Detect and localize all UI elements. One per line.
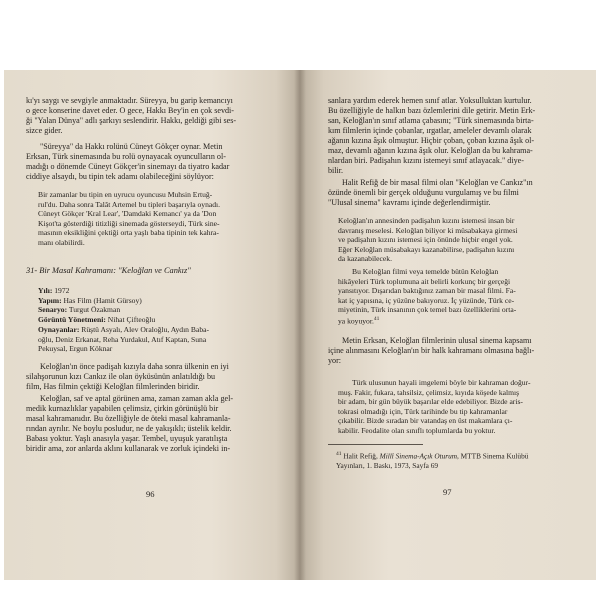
quote-line: bir adam, bir gün büyük başarılar elde edebiliyor. Bizde aris- xyxy=(338,397,523,407)
credit-value: Turgut Özakman xyxy=(67,305,121,315)
credit-line: oğlu, Deniz Erkanat, Reha Yurdakul, Atıf Kaptan, Suna xyxy=(38,334,207,344)
quote-line: Keloğlan'ın annesinden padişahın kızını istemesi insan bir xyxy=(338,216,515,225)
credit-value: 1972 xyxy=(52,286,70,295)
text-line: kım filmlerin içinde çobanlar, ırgatlar, ameleler devamlı olarak xyxy=(328,126,532,136)
text-line: Bu özelliğiyle de halkın bazı özlemlerini dile getirir. Metin Erk- xyxy=(328,106,536,116)
text-line: sizce gider. xyxy=(26,126,63,136)
credit-line xyxy=(38,286,278,296)
quote-line: rul'du. Daha sonra Talât Artemel bu tipleri başarıyla oynadı. xyxy=(38,199,221,209)
text-line: madığı o dönemde Cüneyt Gökçer'in sinemayı da tiyatro kadar xyxy=(26,162,230,172)
quote-line: Cüneyt Gökçer 'Kral Lear', 'Damdaki Kemancı' ya da 'Don xyxy=(38,209,217,219)
text-line: Erksan, Türk sinemasında bu rolü oynayacak oyunculların ol- xyxy=(26,152,226,162)
credit-line: Pekuysal, Ergun Köknar xyxy=(38,344,113,354)
right-paragraph-1 xyxy=(328,96,576,176)
text-line: Keloğlan, saf ve aptal görünen ama, zaman zaman akla gel- xyxy=(40,394,234,403)
text-line: film, Has filmin çektiği Keloğlan filmlerinden biridir. xyxy=(26,382,200,392)
text-line: ciddiye alsaydı, bu tipin tek adamı olabileceğini söylüyor: xyxy=(26,172,214,182)
text-line: Metin Erksan, Keloğlan filmlerinin ulusal sinema kapsamı xyxy=(342,336,532,345)
text-line: Halit Refiğ de bir masal filmi olan "Keloğlan ve Cankız"ın xyxy=(342,178,533,187)
footnote xyxy=(336,450,576,470)
credit-label: Oynayanlar: xyxy=(38,324,80,334)
quote-line: Bu Keloğlan filmi veya temelde bütün Keloğlan xyxy=(352,267,499,276)
quote-line: muş. Fakir, fukara, tahsilsiz, çelimsiz, kıyıda köşede kalmış xyxy=(338,387,520,397)
film-credits xyxy=(38,286,278,354)
quote-line: Kişot'ta gösterdiği titizliği sinemada gösterseydi, Türk sine- xyxy=(38,218,220,228)
footnote-text: Halit Refiğ, xyxy=(341,451,380,461)
text-line: silahşorunun kızı Cankız ile olan öyküsünün anlatıldığı bu xyxy=(26,372,216,382)
right-paragraph-3 xyxy=(328,336,576,366)
text-line: san, Keloğlan'ın sınıf atlama çabasını; "Türk sinemasında birta- xyxy=(328,116,534,126)
right-block-quote-1 xyxy=(338,216,574,264)
quote-line: masının eksikliğini çektiği orta yaşlı baba tipinin tek kahra- xyxy=(38,228,219,238)
credit-line xyxy=(38,325,278,335)
credit-value: Nihat Çifteoğlu xyxy=(105,315,156,325)
text-line: sanlara yardım ederek hemen sınıf atlar. Yoksulluktan kurtulur. xyxy=(328,96,532,105)
quote-line xyxy=(338,315,574,326)
right-paragraph-2 xyxy=(328,178,576,208)
text-line: yor: xyxy=(328,356,342,366)
quote-line: Bir zamanlar bu tipin en uyrucu oyuncusu Muhsin Ertuğ- xyxy=(38,190,213,199)
text-line: kı'yı saygı ve sevgiyle anmaktadır. Süreyya, bu garip kemancıyı xyxy=(26,96,233,105)
footnote-number: 41 xyxy=(336,451,342,457)
text-line: o gece konserine davet eder. O gece, Hakkı Bey'in en çok sevdi- xyxy=(26,106,234,116)
left-page-number: 96 xyxy=(146,489,155,499)
footnote-line xyxy=(336,450,576,461)
text-line: "Süreyya" da Hakkı rolünü Cüneyt Gökçer oynar. Metin xyxy=(40,142,223,151)
text-line: özünde önemli bir gerçek olduğunu vurgulamış ve bu filmi xyxy=(328,188,519,198)
quote-line: kabilir. Feodalite olan sınıflı toplumlarda bu yoktur. xyxy=(338,425,496,435)
text-line: nlardan biri. Padişahın kızını istemeyi sınıf atlayacak." diye- xyxy=(328,156,524,166)
right-page-number: 97 xyxy=(443,487,452,497)
text-line: biridir ama, zor anlarda aklını kullanarak ve zorluk içindeki in- xyxy=(26,444,231,454)
left-paragraph-4 xyxy=(26,394,282,454)
footnote-line: Yayınları, 1. Baskı, 1973, Sayfa 69 xyxy=(336,460,439,470)
credit-label: Görüntü Yönetmeni: xyxy=(38,315,106,325)
quote-line: tokrasi olmadığı için, Türk tarihinde bu tip kahramanlar xyxy=(338,406,508,416)
text-line: rından ayrılır. Ne boylu posludur, ne de yakışıklı; üstelik keldir. xyxy=(26,424,232,434)
text-line: ği "Yalan Dünya" adlı şarkıyı seslendirir. Hakkı, geldiği gibi ses- xyxy=(26,116,237,126)
text-line: "Ulusal sinema" kavramı içinde değerlendirmiştir. xyxy=(328,198,491,208)
quote-line: davranış meselesi. Keloğlan biliyor ki müsabakaya girmesi xyxy=(338,225,518,235)
quote-line: çıkabilir. Bizde sıradan bir vatandaş en üst makamlara çı- xyxy=(338,416,513,426)
section-title: 31- Bir Masal Kahramanı: "Keloğlan ve Cankız" xyxy=(26,266,191,275)
text-line: maz, devamlı ağanın kızına âşık olur. Keloğlan da bu kahrama- xyxy=(328,146,533,156)
quote-line: kat iç yapısına, iç yüzüne bakıyoruz. İç yüzünde, Türk ce- xyxy=(338,295,515,305)
text-line: ağanın kızına âşık olmuştur. Hiçbir çoban, çoban kızına âşık ol- xyxy=(328,136,535,146)
book-gutter xyxy=(294,70,306,580)
quote-line: yansıtıyor. Dışarıdan baktığınız zaman bir masal filmi. Fa- xyxy=(338,286,516,296)
credit-label: Yapım: xyxy=(38,295,62,305)
quote-line: Türk ulusunun hayali imgelemi böyle bir kahraman doğur- xyxy=(352,378,531,387)
credit-label: Senaryo: xyxy=(38,305,68,315)
left-paragraph-3 xyxy=(26,362,282,392)
quote-line: manı olabilirdi. xyxy=(38,237,85,247)
credit-label: Yılı: xyxy=(38,286,53,295)
footnote-source-title: Millî Sinema-Açık Oturum xyxy=(379,451,458,461)
credit-value: Has Film (Hamit Gürsoy) xyxy=(61,295,142,305)
footnote-divider xyxy=(328,444,423,445)
right-block-quote-2 xyxy=(338,267,574,326)
quote-line: miyetinin, Türk insanının çok temel bazı özelliklerini orta- xyxy=(338,305,517,315)
credit-line xyxy=(38,315,278,325)
text-line: Keloğlan'ın önce padişah kızıyla daha sonra ülkenin en iyi xyxy=(40,362,229,371)
quote-text: ya koyuyor. xyxy=(338,316,374,326)
text-line: içine alınmasını Keloğlan'ın bir halk kahramanı olmasına bağlı- xyxy=(328,346,535,356)
credit-line xyxy=(38,305,278,315)
credit-value: Rüştü Asyalı, Alev Oraloğlu, Aydın Baba- xyxy=(79,324,210,334)
left-block-quote xyxy=(38,190,278,248)
footnote-text: , MTTB Sinema Kulübü xyxy=(457,451,529,461)
footnote-ref: 41 xyxy=(373,315,380,322)
left-paragraph-1 xyxy=(26,96,282,136)
text-line: Babası yoktur. Yaşlı anasıyla yaşar. Tembel, uyuşuk yaratılışta xyxy=(26,434,228,444)
left-paragraph-2 xyxy=(26,142,282,182)
text-line: medik kurnazlıklar yapabilen çelimsiz, çirkin görünüşlü bir xyxy=(26,404,219,414)
text-line: bilir. xyxy=(328,166,344,176)
right-block-quote-3 xyxy=(338,378,574,436)
credit-line xyxy=(38,296,278,306)
quote-line: hikâyeleri Türk toplumuna ait belirli korkunç bir gerçeği xyxy=(338,276,511,286)
quote-line: Eğer Keloğlan müsabakayı kazanabilirse, padişahın kızını xyxy=(338,244,515,254)
quote-line: da kazanabilecek. xyxy=(338,254,392,264)
quote-line: ve padişahın kızını istemesi için önünde hiçbir engel yok. xyxy=(338,235,513,245)
text-line: masal kahramanıdır. Bu özelliğiyle de öteki masal kahramanla- xyxy=(26,414,231,424)
